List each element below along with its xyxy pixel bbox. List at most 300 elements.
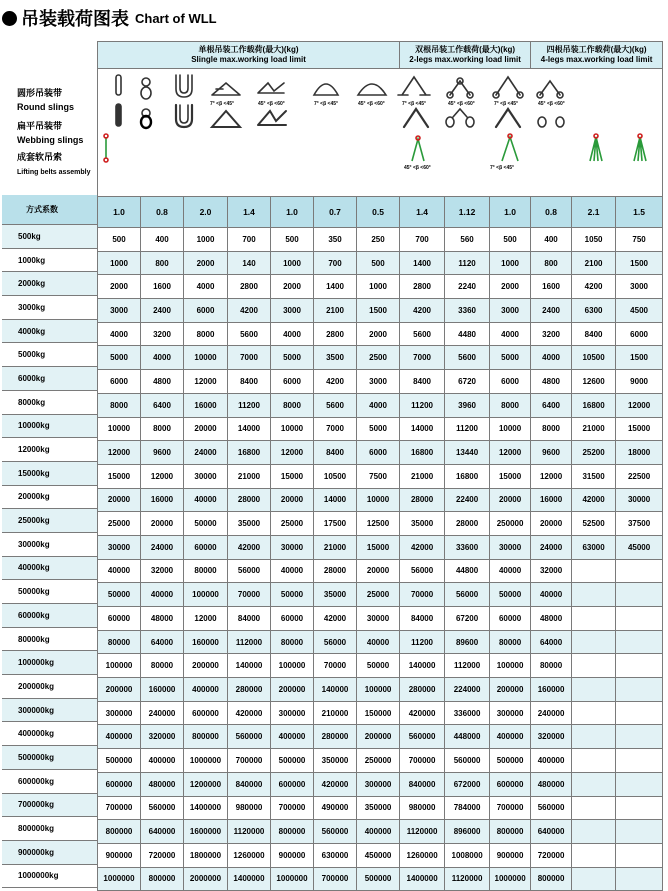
round-load-sling-icon-2 — [358, 84, 386, 95]
table-cell — [572, 843, 616, 867]
table-cell: 400000 — [141, 749, 184, 773]
sling-illustrations — [98, 69, 663, 195]
angle-label: 45° <β <60° — [358, 101, 385, 107]
row-label: 200000kg — [2, 675, 97, 699]
table-cell: 700000 — [98, 796, 141, 820]
row-label: 15000kg — [2, 462, 97, 486]
table-cell: 18000 — [616, 441, 663, 465]
table-cell: 2000 — [271, 275, 314, 299]
table-cell — [616, 749, 663, 773]
table-cell: 700000 — [228, 749, 271, 773]
table-cell: 280000 — [228, 678, 271, 702]
single-header-cn: 单根吊装工作载荷(最大)(kg) — [198, 45, 299, 54]
table-cell: 700 — [400, 228, 445, 252]
table-cell: 16800 — [228, 441, 271, 465]
table-cell: 20000 — [98, 488, 141, 512]
row-label: 10000kg — [2, 415, 97, 439]
table-cell: 500000 — [490, 749, 531, 773]
table-cell: 11200 — [228, 393, 271, 417]
table-cell: 2000 — [357, 322, 400, 346]
table-cell: 1000 — [271, 251, 314, 275]
four-leg-header — [531, 42, 663, 69]
table-cell — [616, 796, 663, 820]
table-cell: 89600 — [445, 630, 490, 654]
table-cell: 280000 — [400, 678, 445, 702]
table-cell: 800 — [141, 251, 184, 275]
table-cell: 30000 — [271, 535, 314, 559]
table-cell: 2800 — [314, 322, 357, 346]
table-cell: 1120000 — [228, 820, 271, 844]
table-cell: 15000 — [490, 464, 531, 488]
table-cell: 100000 — [184, 583, 228, 607]
legend-belt-en: Lifting belts assembly — [17, 169, 91, 176]
table-cell: 300000 — [98, 701, 141, 725]
table-cell: 900000 — [98, 843, 141, 867]
table-cell: 750 — [616, 228, 663, 252]
table-cell: 1500 — [357, 299, 400, 323]
table-cell: 60000 — [490, 607, 531, 631]
table-row — [98, 583, 663, 607]
table-cell: 4000 — [531, 346, 572, 370]
basket-angle-sling-icon-2 — [258, 83, 284, 93]
table-cell: 40000 — [184, 488, 228, 512]
table-cell: 22400 — [445, 488, 490, 512]
table-cell: 640000 — [531, 820, 572, 844]
table-cell: 280000 — [314, 725, 357, 749]
table-cell: 6300 — [572, 299, 616, 323]
angle-label: 7° <β <45° — [210, 101, 235, 107]
table-cell: 25000 — [98, 512, 141, 536]
table-cell: 12000 — [98, 441, 141, 465]
legend-area — [2, 41, 98, 195]
vertical-flat-sling-icon — [116, 104, 121, 126]
table-cell: 5000 — [490, 346, 531, 370]
table-cell: 22500 — [616, 464, 663, 488]
table-row — [98, 251, 663, 275]
table-cell: 1400000 — [184, 796, 228, 820]
table-cell: 3000 — [271, 299, 314, 323]
table-cell: 40000 — [357, 630, 400, 654]
table-cell: 20000 — [184, 417, 228, 441]
table-cell: 5000 — [271, 346, 314, 370]
table-cell: 400000 — [98, 725, 141, 749]
table-cell: 1120 — [445, 251, 490, 275]
table-cell — [616, 701, 663, 725]
table-cell: 560000 — [141, 796, 184, 820]
table-cell: 140000 — [314, 678, 357, 702]
table-cell: 300000 — [357, 772, 400, 796]
table-cell: 10000 — [490, 417, 531, 441]
table-cell: 6000 — [184, 299, 228, 323]
table-cell: 80000 — [490, 630, 531, 654]
row-label: 6000kg — [2, 367, 97, 391]
table-cell: 5600 — [445, 346, 490, 370]
table-cell: 640000 — [141, 820, 184, 844]
table-cell: 8400 — [314, 441, 357, 465]
table-cell: 900000 — [490, 843, 531, 867]
table-cell: 17500 — [314, 512, 357, 536]
table-cell: 1050 — [572, 228, 616, 252]
table-cell: 900000 — [271, 843, 314, 867]
table-cell: 32000 — [531, 559, 572, 583]
table-cell: 600000 — [184, 701, 228, 725]
row-label: 80000kg — [2, 628, 97, 652]
table-cell: 42000 — [572, 488, 616, 512]
angle-label: 45° <β <60° — [404, 165, 431, 171]
table-cell: 5600 — [228, 322, 271, 346]
table-cell: 8400 — [228, 370, 271, 394]
table-cell: 70000 — [314, 654, 357, 678]
table-cell: 500 — [271, 228, 314, 252]
table-cell: 400 — [141, 228, 184, 252]
table-cell: 2500 — [357, 346, 400, 370]
table-cell: 16800 — [400, 441, 445, 465]
table-cell: 20000 — [141, 512, 184, 536]
table-cell: 560000 — [314, 820, 357, 844]
table-cell: 500000 — [98, 749, 141, 773]
table-cell: 30000 — [357, 607, 400, 631]
table-cell: 42000 — [400, 535, 445, 559]
legend-round-en: Round slings — [17, 102, 74, 112]
two-leg-basket-icon — [496, 77, 520, 95]
table-cell: 160000 — [531, 678, 572, 702]
table-cell: 35000 — [400, 512, 445, 536]
angle-label: 7° <β <45° — [314, 101, 339, 107]
table-cell: 10000 — [98, 417, 141, 441]
table-cell: 1800000 — [184, 843, 228, 867]
row-label: 600000kg — [2, 770, 97, 794]
row-label: 700000kg — [2, 794, 97, 818]
table-cell: 80000 — [184, 559, 228, 583]
table-cell: 448000 — [445, 725, 490, 749]
coefficient-cell: 1.12 — [445, 197, 490, 228]
angle-label: 45° <β <60° — [448, 101, 475, 107]
table-cell: 200000 — [357, 725, 400, 749]
table-cell: 1600000 — [184, 820, 228, 844]
table-row — [98, 275, 663, 299]
table-cell: 100000 — [357, 678, 400, 702]
table-cell: 480000 — [531, 772, 572, 796]
table-row — [98, 299, 663, 323]
table-cell: 84000 — [400, 607, 445, 631]
table-cell: 8000 — [184, 322, 228, 346]
table-cell: 3200 — [531, 322, 572, 346]
table-cell: 1120000 — [400, 820, 445, 844]
table-row — [98, 843, 663, 867]
row-label: 20000kg — [2, 486, 97, 510]
table-row — [98, 820, 663, 844]
table-cell: 2800 — [228, 275, 271, 299]
row-label: 1000000kg — [2, 865, 97, 889]
table-cell: 1000 — [98, 251, 141, 275]
four-header-en: 4-legs max.working load limit — [540, 55, 653, 64]
table-cell: 5000 — [357, 417, 400, 441]
table-cell: 80000 — [141, 654, 184, 678]
table-cell: 6000 — [98, 370, 141, 394]
table-cell: 500 — [357, 251, 400, 275]
table-cell: 2000 — [490, 275, 531, 299]
sling-diagrams — [98, 69, 663, 197]
table-cell: 720000 — [531, 843, 572, 867]
table-cell: 11200 — [445, 417, 490, 441]
table-cell — [572, 630, 616, 654]
table-cell: 16000 — [531, 488, 572, 512]
table-cell: 420000 — [400, 701, 445, 725]
table-cell: 1400 — [400, 251, 445, 275]
table-cell: 28000 — [228, 488, 271, 512]
table-cell: 10500 — [572, 346, 616, 370]
table-cell: 52500 — [572, 512, 616, 536]
row-label: 60000kg — [2, 604, 97, 628]
table-cell: 7000 — [228, 346, 271, 370]
table-row — [98, 749, 663, 773]
table-cell — [572, 820, 616, 844]
table-cell: 6000 — [490, 370, 531, 394]
table-cell: 140000 — [228, 654, 271, 678]
table-cell — [616, 678, 663, 702]
table-cell: 9600 — [531, 441, 572, 465]
table-cell: 2100 — [314, 299, 357, 323]
table-cell: 8400 — [572, 322, 616, 346]
table-cell: 3000 — [616, 275, 663, 299]
row-label: 25000kg — [2, 509, 97, 533]
table-cell: 6720 — [445, 370, 490, 394]
table-cell: 12000 — [141, 464, 184, 488]
table-cell: 30000 — [616, 488, 663, 512]
row-label: 900000kg — [2, 841, 97, 865]
table-cell: 8400 — [400, 370, 445, 394]
table-cell: 15000 — [271, 464, 314, 488]
basket-angle-sling-icon — [212, 83, 240, 95]
table-row — [98, 607, 663, 631]
table-cell: 16000 — [184, 393, 228, 417]
table-cell: 350000 — [314, 749, 357, 773]
table-cell: 800000 — [531, 867, 572, 891]
table-cell: 500 — [98, 228, 141, 252]
table-cell: 12600 — [572, 370, 616, 394]
row-label: 300000kg — [2, 699, 97, 723]
table-cell — [572, 701, 616, 725]
table-cell: 2000000 — [184, 867, 228, 891]
table-cell: 784000 — [445, 796, 490, 820]
coefficient-cell: 2.0 — [184, 197, 228, 228]
table-cell: 672000 — [445, 772, 490, 796]
table-cell: 24000 — [531, 535, 572, 559]
table-cell: 1000000 — [98, 867, 141, 891]
table-cell: 240000 — [531, 701, 572, 725]
table-cell: 5000 — [98, 346, 141, 370]
table-cell: 200000 — [98, 678, 141, 702]
table-cell: 980000 — [400, 796, 445, 820]
table-cell: 40000 — [490, 559, 531, 583]
coefficient-cell: 1.0 — [490, 197, 531, 228]
table-cell: 4480 — [445, 322, 490, 346]
row-label: 500000kg — [2, 746, 97, 770]
table-cell: 12000 — [184, 370, 228, 394]
four-header-cn: 四根吊装工作载荷(最大)(kg) — [546, 45, 647, 54]
table-cell: 1000000 — [184, 749, 228, 773]
table-cell — [572, 559, 616, 583]
table-cell: 70000 — [228, 583, 271, 607]
table-cell: 14000 — [314, 488, 357, 512]
table-cell: 70000 — [400, 583, 445, 607]
table-cell: 140000 — [400, 654, 445, 678]
table-cell: 6000 — [271, 370, 314, 394]
table-cell: 1500 — [616, 251, 663, 275]
single-header-en: Slingle max.working load limit — [191, 55, 306, 64]
table-cell: 8000 — [141, 417, 184, 441]
table-cell: 1008000 — [445, 843, 490, 867]
table-cell: 400000 — [531, 749, 572, 773]
table-cell: 14000 — [228, 417, 271, 441]
table-cell — [572, 749, 616, 773]
row-label: 50000kg — [2, 580, 97, 604]
table-cell: 32000 — [141, 559, 184, 583]
table-cell — [572, 607, 616, 631]
table-cell — [616, 843, 663, 867]
table-cell: 5600 — [400, 322, 445, 346]
table-cell: 630000 — [314, 843, 357, 867]
table-cell: 30000 — [184, 464, 228, 488]
table-cell: 60000 — [184, 535, 228, 559]
table-cell: 800000 — [271, 820, 314, 844]
table-cell: 6400 — [141, 393, 184, 417]
choke-sling-icon — [142, 78, 150, 86]
table-cell: 24000 — [184, 441, 228, 465]
table-row — [98, 346, 663, 370]
row-label: 5000kg — [2, 343, 97, 367]
table-cell: 28000 — [314, 559, 357, 583]
table-cell: 25000 — [357, 583, 400, 607]
table-cell: 25000 — [271, 512, 314, 536]
table-cell: 4200 — [400, 299, 445, 323]
table-cell: 9000 — [616, 370, 663, 394]
table-cell: 4000 — [357, 393, 400, 417]
table-cell — [572, 678, 616, 702]
table-cell: 7500 — [357, 464, 400, 488]
table-cell: 1600 — [531, 275, 572, 299]
double-header-en: 2-legs max.working load limit — [409, 55, 521, 64]
coefficient-row — [98, 197, 663, 228]
table-row — [98, 464, 663, 488]
table-row — [98, 559, 663, 583]
table-cell: 21000 — [314, 535, 357, 559]
table-row — [98, 370, 663, 394]
table-row — [98, 654, 663, 678]
table-cell: 896000 — [445, 820, 490, 844]
table-cell: 350000 — [357, 796, 400, 820]
table-cell: 11200 — [400, 630, 445, 654]
table-cell: 3200 — [141, 322, 184, 346]
table-cell: 300000 — [490, 701, 531, 725]
table-cell: 3000 — [357, 370, 400, 394]
angle-label: 7° <β <45° — [402, 101, 427, 107]
table-row — [98, 701, 663, 725]
table-cell: 28000 — [400, 488, 445, 512]
lifting-belt-four-leg-icon — [590, 137, 602, 161]
table-cell: 350 — [314, 228, 357, 252]
table-cell — [616, 559, 663, 583]
table-cell: 40000 — [531, 583, 572, 607]
table-cell — [616, 583, 663, 607]
table-cell: 6000 — [357, 441, 400, 465]
table-cell: 450000 — [357, 843, 400, 867]
table-cell: 16800 — [572, 393, 616, 417]
table-cell: 700 — [228, 228, 271, 252]
table-cell: 800000 — [490, 820, 531, 844]
table-cell — [572, 796, 616, 820]
table-cell: 20000 — [531, 512, 572, 536]
table-cell: 42000 — [228, 535, 271, 559]
chart-title — [2, 3, 217, 33]
table-cell: 50000 — [490, 583, 531, 607]
table-cell: 4000 — [184, 275, 228, 299]
table-cell: 1000 — [357, 275, 400, 299]
table-cell — [616, 654, 663, 678]
table-cell: 42000 — [314, 607, 357, 631]
wll-table — [97, 41, 663, 891]
row-label: 100000kg — [2, 651, 97, 675]
row-label: 1000kg — [2, 249, 97, 273]
table-cell: 1120000 — [445, 867, 490, 891]
table-cell: 44800 — [445, 559, 490, 583]
table-cell: 112000 — [445, 654, 490, 678]
title-cn: 吊装载荷图表 — [21, 9, 129, 29]
coef-label: 方式系数 — [2, 195, 97, 225]
table-cell: 160000 — [141, 678, 184, 702]
table-cell: 100000 — [98, 654, 141, 678]
table-cell: 980000 — [228, 796, 271, 820]
table-cell: 40000 — [271, 559, 314, 583]
table-cell — [616, 867, 663, 891]
two-leg-header — [400, 42, 531, 69]
table-cell: 10000 — [271, 417, 314, 441]
table-cell — [572, 772, 616, 796]
table-cell: 16000 — [141, 488, 184, 512]
table-cell: 560000 — [400, 725, 445, 749]
table-cell: 100000 — [271, 654, 314, 678]
coefficient-cell: 1.0 — [271, 197, 314, 228]
coefficient-cell: 0.7 — [314, 197, 357, 228]
table-cell: 700 — [314, 251, 357, 275]
legend-flat-en: Webbing slings — [17, 135, 84, 145]
table-cell: 12500 — [357, 512, 400, 536]
table-cell: 5600 — [314, 393, 357, 417]
table-cell: 112000 — [228, 630, 271, 654]
table-cell: 1600 — [141, 275, 184, 299]
table-cell: 11200 — [400, 393, 445, 417]
table-cell: 35000 — [228, 512, 271, 536]
row-label: 3000kg — [2, 296, 97, 320]
table-cell: 1260000 — [228, 843, 271, 867]
table-cell: 6000 — [616, 322, 663, 346]
table-cell: 400 — [531, 228, 572, 252]
table-cell — [572, 867, 616, 891]
table-cell: 35000 — [314, 583, 357, 607]
table-cell: 30000 — [490, 535, 531, 559]
table-cell: 560000 — [445, 749, 490, 773]
table-cell: 67200 — [445, 607, 490, 631]
table-cell: 10000 — [184, 346, 228, 370]
table-row — [98, 512, 663, 536]
coefficient-cell: 0.8 — [141, 197, 184, 228]
table-cell: 3000 — [490, 299, 531, 323]
table-cell: 25200 — [572, 441, 616, 465]
table-cell: 15000 — [98, 464, 141, 488]
row-labels — [2, 195, 97, 888]
table-cell: 500 — [490, 228, 531, 252]
double-header-cn: 双根吊装工作载荷(最大)(kg) — [415, 45, 516, 54]
